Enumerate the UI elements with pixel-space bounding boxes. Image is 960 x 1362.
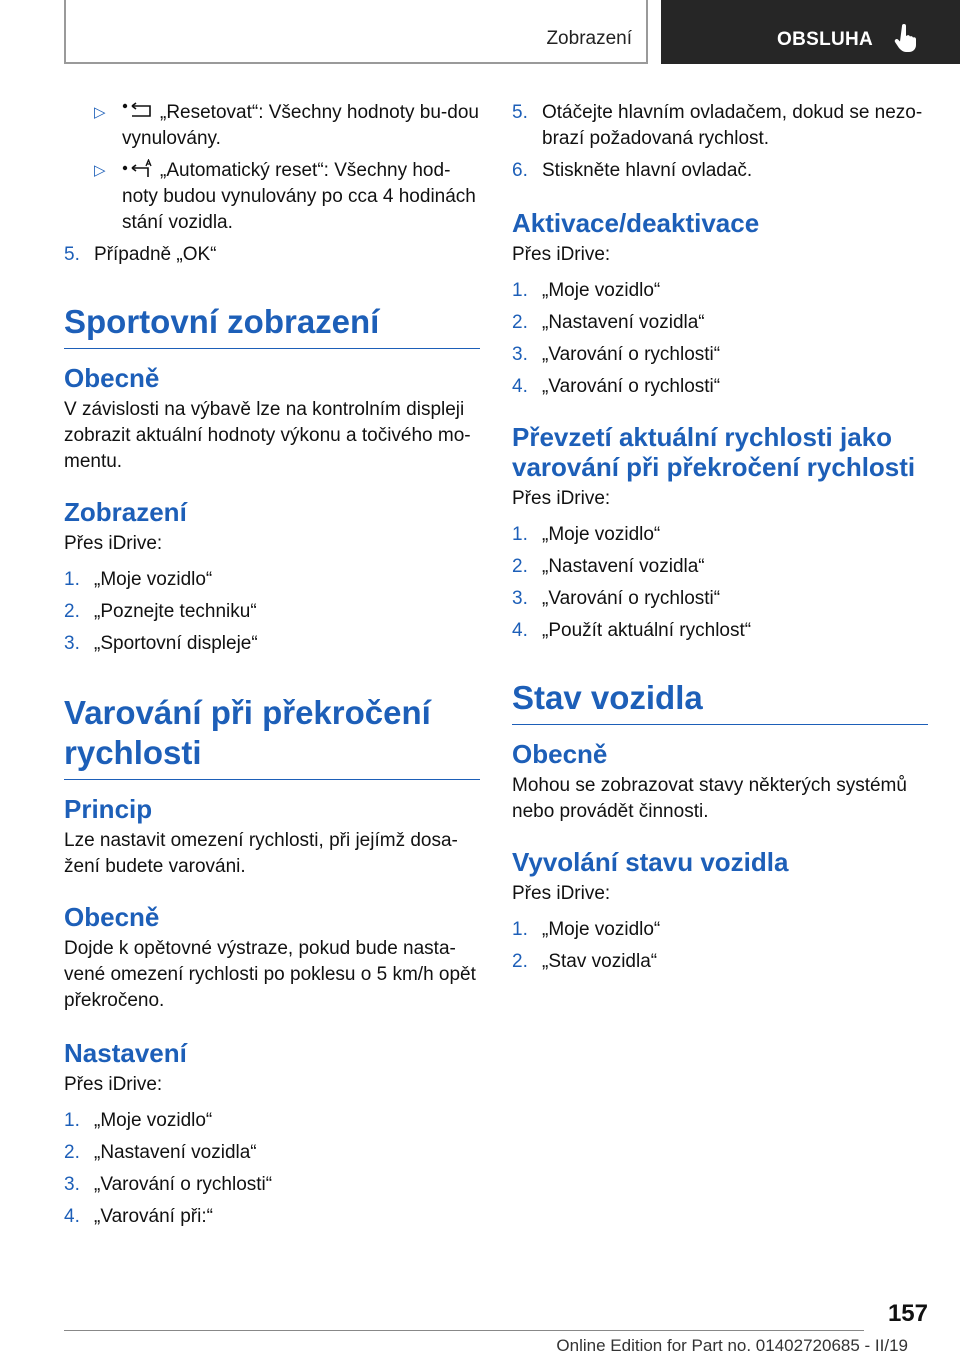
list-item bbox=[64, 1172, 480, 1198]
left-column bbox=[64, 100, 480, 1236]
step-number: 3. bbox=[512, 344, 528, 365]
sub-item-auto-reset-text: „Automatický reset“: Všechny hod-noty budou vynulovány po cca 4 hodinách stání vozidla. bbox=[122, 160, 476, 233]
step-number: 4. bbox=[512, 376, 528, 397]
step-number: 3. bbox=[64, 1174, 80, 1195]
step-text: „Varování o rychlosti“ bbox=[542, 376, 721, 397]
list-item bbox=[512, 618, 928, 644]
header-chapter-label: OBSLUHA bbox=[777, 29, 874, 50]
heading-settings: Nastavení bbox=[64, 1038, 187, 1068]
heading-general: Obecně bbox=[64, 902, 160, 932]
paragraph-via-idrive: Přes iDrive: bbox=[512, 244, 611, 265]
step-text: „Nastavení vozidla“ bbox=[94, 1142, 257, 1163]
step-number: 2. bbox=[512, 312, 528, 333]
heading-take-current-speed: Převzetí aktuální rychlosti jako varování při překročení rychlosti bbox=[512, 422, 916, 482]
triangle-bullet-icon: ▷ bbox=[94, 104, 106, 121]
heading-display: Zobrazení bbox=[64, 497, 187, 527]
sub-item-auto-reset bbox=[64, 158, 480, 236]
step-text: „Varování o rychlosti“ bbox=[542, 588, 721, 609]
step-text: „Varování o rychlosti“ bbox=[542, 344, 721, 365]
list-item bbox=[512, 278, 928, 304]
footer-divider bbox=[64, 1330, 864, 1331]
sub-item-reset-text: „Resetovat“: Všechny hodnoty bu-dou vynulovány. bbox=[122, 102, 479, 149]
list-item bbox=[512, 949, 928, 975]
right-column bbox=[512, 100, 928, 981]
step-text: „Poznejte techniku“ bbox=[94, 601, 257, 622]
step-number: 4. bbox=[512, 620, 528, 641]
heading-general: Obecně bbox=[64, 363, 160, 393]
hand-pointer-icon bbox=[894, 24, 918, 54]
header-section-title: Zobrazení bbox=[546, 28, 632, 49]
step-text: „Moje vozidlo“ bbox=[542, 524, 661, 545]
step-text: „Nastavení vozidla“ bbox=[542, 312, 705, 333]
header-chapter-tab bbox=[661, 0, 960, 64]
step-number: 1. bbox=[512, 919, 528, 940]
heading-sport-display: Sportovní zobrazení bbox=[64, 302, 480, 349]
step-number: 5. bbox=[512, 102, 528, 123]
reset-symbol-icon bbox=[122, 101, 154, 121]
step-text: „Moje vozidlo“ bbox=[542, 280, 661, 301]
paragraph-via-idrive: Přes iDrive: bbox=[64, 1074, 163, 1095]
step-text: „Stav vozidla“ bbox=[542, 951, 658, 972]
step-number: 5. bbox=[64, 244, 80, 265]
step-number: 2. bbox=[64, 1142, 80, 1163]
step-number: 1. bbox=[512, 280, 528, 301]
step-number: 2. bbox=[512, 556, 528, 577]
list-item bbox=[64, 599, 480, 625]
step-number: 2. bbox=[64, 601, 80, 622]
step-ok bbox=[64, 242, 480, 268]
paragraph-via-idrive: Přes iDrive: bbox=[512, 883, 611, 904]
list-item bbox=[64, 567, 480, 593]
step-text: „Použít aktuální rychlost“ bbox=[542, 620, 752, 641]
list-item bbox=[512, 310, 928, 336]
list-item bbox=[512, 586, 928, 612]
paragraph-via-idrive: Přes iDrive: bbox=[512, 488, 611, 509]
heading-vehicle-status: Stav vozidla bbox=[512, 678, 928, 725]
list-item bbox=[512, 554, 928, 580]
triangle-bullet-icon: ▷ bbox=[94, 162, 106, 179]
paragraph-speed-general: Dojde k opětovné výstraze, pokud bude nasta-vené omezení rychlosti po poklesu o 5 km/h opět překročeno. bbox=[64, 938, 476, 1011]
step-text: „Sportovní displeje“ bbox=[94, 633, 258, 654]
step-number: 3. bbox=[64, 633, 80, 654]
heading-call-status: Vyvolání stavu vozidla bbox=[512, 847, 789, 877]
step-text: „Moje vozidlo“ bbox=[542, 919, 661, 940]
list-item bbox=[512, 158, 928, 184]
step-text: Otáčejte hlavním ovladačem, dokud se nezo-brazí požadovaná rychlost. bbox=[542, 102, 923, 149]
list-item bbox=[512, 917, 928, 943]
list-item bbox=[512, 522, 928, 548]
header-section-box bbox=[64, 0, 648, 64]
heading-speed-warning: Varování při překročení rychlosti bbox=[64, 693, 480, 780]
paragraph-status-general: Mohou se zobrazovat stavy některých systémů nebo provádět činnosti. bbox=[512, 775, 907, 822]
paragraph-via-idrive: Přes iDrive: bbox=[64, 533, 163, 554]
list-item bbox=[512, 374, 928, 400]
step-text: „Moje vozidlo“ bbox=[94, 569, 213, 590]
step-number: 1. bbox=[64, 1110, 80, 1131]
step-text: Případně „OK“ bbox=[94, 244, 217, 265]
step-text: Stiskněte hlavní ovladač. bbox=[542, 160, 753, 181]
sub-item-reset bbox=[64, 100, 480, 152]
list-item bbox=[64, 631, 480, 657]
list-item bbox=[512, 342, 928, 368]
step-number: 4. bbox=[64, 1206, 80, 1227]
step-number: 2. bbox=[512, 951, 528, 972]
step-text: „Nastavení vozidla“ bbox=[542, 556, 705, 577]
step-text: „Varování o rychlosti“ bbox=[94, 1174, 273, 1195]
step-number: 3. bbox=[512, 588, 528, 609]
list-item bbox=[512, 100, 928, 152]
heading-general: Obecně bbox=[512, 739, 608, 769]
step-number: 6. bbox=[512, 160, 528, 181]
footer-edition: Online Edition for Part no. 01402720685 - II/19 bbox=[556, 1336, 908, 1355]
list-item bbox=[64, 1140, 480, 1166]
step-text: „Moje vozidlo“ bbox=[94, 1110, 213, 1131]
paragraph-principle: Lze nastavit omezení rychlosti, při jejímž dosa-žení budete varováni. bbox=[64, 830, 458, 877]
step-number: 1. bbox=[64, 569, 80, 590]
list-item bbox=[64, 1204, 480, 1230]
page-number: 157 bbox=[887, 1300, 928, 1327]
heading-principle: Princip bbox=[64, 794, 153, 824]
auto-reset-symbol-icon bbox=[122, 159, 154, 179]
list-item bbox=[64, 1108, 480, 1134]
step-number: 1. bbox=[512, 524, 528, 545]
step-text: „Varování při:“ bbox=[94, 1206, 213, 1227]
paragraph-sport-general: V závislosti na výbavě lze na kontrolním displeji zobrazit aktuální hodnoty výkonu a točivého mo-mentu. bbox=[64, 399, 471, 472]
heading-activation: Aktivace/deaktivace bbox=[512, 208, 760, 238]
